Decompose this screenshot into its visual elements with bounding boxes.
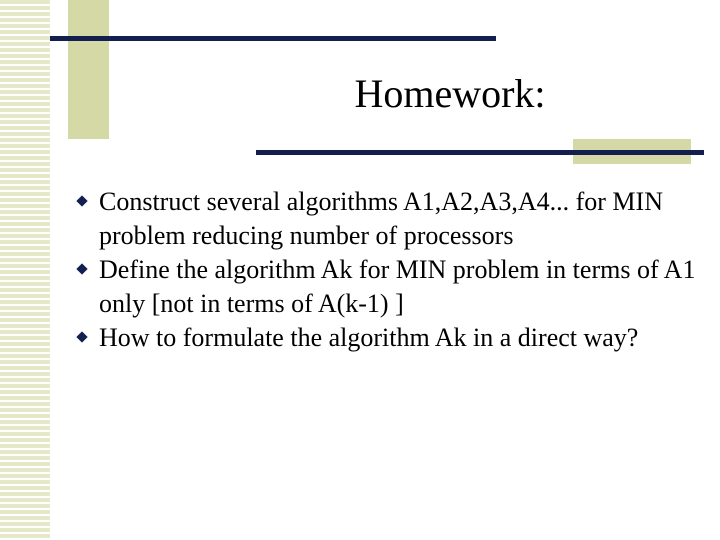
bullet-item xyxy=(78,321,698,355)
title-rule-top xyxy=(50,36,496,41)
bullet-item xyxy=(78,253,698,321)
diamond-bullet-icon xyxy=(76,331,87,342)
bullet-item xyxy=(78,185,698,253)
slide-title: Homework: xyxy=(354,71,546,116)
bullet-list xyxy=(78,185,698,355)
bullet-text: Define the algorithm Ak for MIN problem in terms of A1 only [not in terms of A(k-1) ] xyxy=(99,255,696,318)
bullet-text: Construct several algorithms A1,A2,A3,A4... for MIN problem reducing number of processors xyxy=(99,187,663,250)
decorative-stripe-strip xyxy=(0,0,50,540)
diamond-bullet-icon xyxy=(76,195,87,206)
bullet-text: How to formulate the algorithm Ak in a direct way? xyxy=(99,323,639,352)
diamond-bullet-icon xyxy=(76,263,87,274)
decorative-accent-block-top xyxy=(68,0,109,139)
title-rule-bottom xyxy=(256,150,704,155)
